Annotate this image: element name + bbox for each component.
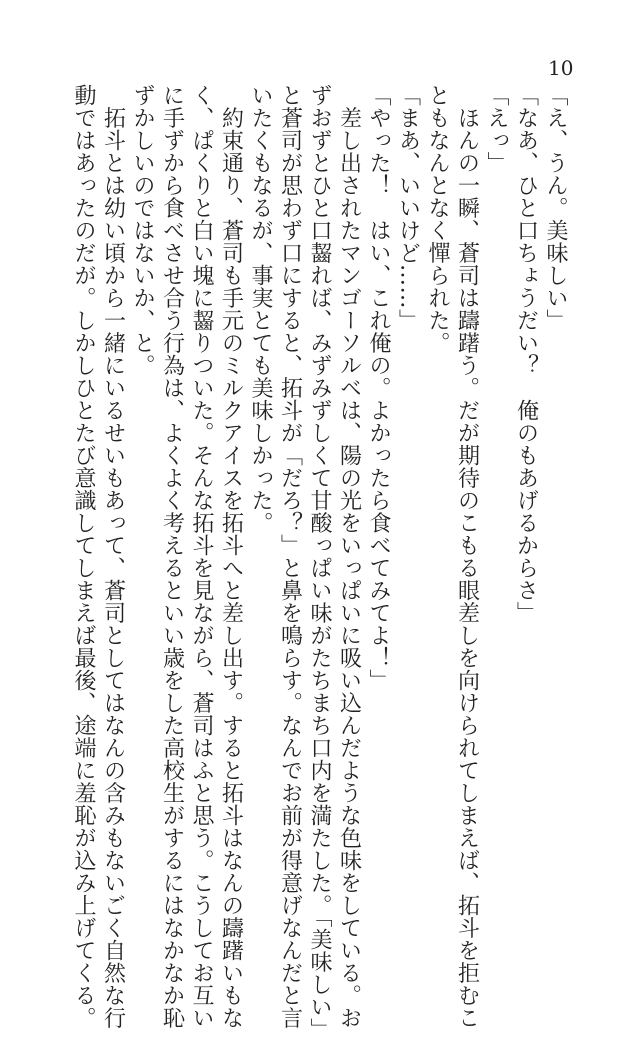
- text-line: 「まあ、いいけど……」: [395, 84, 421, 332]
- text-line: ほんの一瞬、蒼司は躊躇う。だが期待のこもる眼差しを向けられてしまえば、拓斗を拒むこ: [454, 84, 480, 1029]
- text-line: に手ずから食べさせ合う行為は、よくよく考えるといい歳をした高校生がするにはなかなか恥: [159, 84, 185, 1029]
- text-line: 「なあ、ひと口ちょうだい？ 俺のもあげるからさ」: [513, 84, 539, 624]
- text-line: く、ぱくりと白い塊に齧りついた。そんな拓斗を見ながら、蒼司はふと思う。こうしてお互い: [189, 84, 214, 1029]
- text-line: 「やった！ はい、これ俺の。よかったら食べてみてよ！」: [366, 84, 391, 692]
- text-line: いたくもなるが、事実とても美味しかった。: [248, 84, 273, 534]
- page-number: 10: [548, 56, 574, 80]
- text-line: 差し出されたマンゴーソルベは、陽の光をいっぱいに吸い込んだような色味をしている。お: [336, 84, 362, 1029]
- text-line: ずかしいのではないか、と。: [130, 84, 155, 377]
- body-text: [71, 84, 570, 1041]
- text-line: 拓斗とは幼い頃から一緒にいるせいもあって、蒼司としてはなんの含みもないごく自然な行: [100, 84, 126, 1029]
- text-line: 動ではあったのだが。しかしひとたび意識してしまえば最後、途端に羞恥が込み上げてくる。: [71, 84, 96, 1029]
- text-line: ずおずとひと口齧れば、みずみずしくて甘酸っぱい味がたちまち口内を満たした。「美味しい」: [307, 84, 332, 1041]
- text-line: ともなんとなく憚られた。: [425, 84, 450, 354]
- text-line: と蒼司が思わず口にすると、拓斗が「だろ？」と鼻を鳴らす。なんでお前が得意げなんだと言: [277, 84, 303, 1029]
- text-line: 約束通り、蒼司も手元のミルクアイスを拓斗へと差し出す。すると拓斗はなんの躊躇いもな: [218, 84, 244, 1029]
- text-line: 「え、うん。美味しい」: [543, 84, 568, 332]
- text-line: 「えっ」: [484, 84, 509, 174]
